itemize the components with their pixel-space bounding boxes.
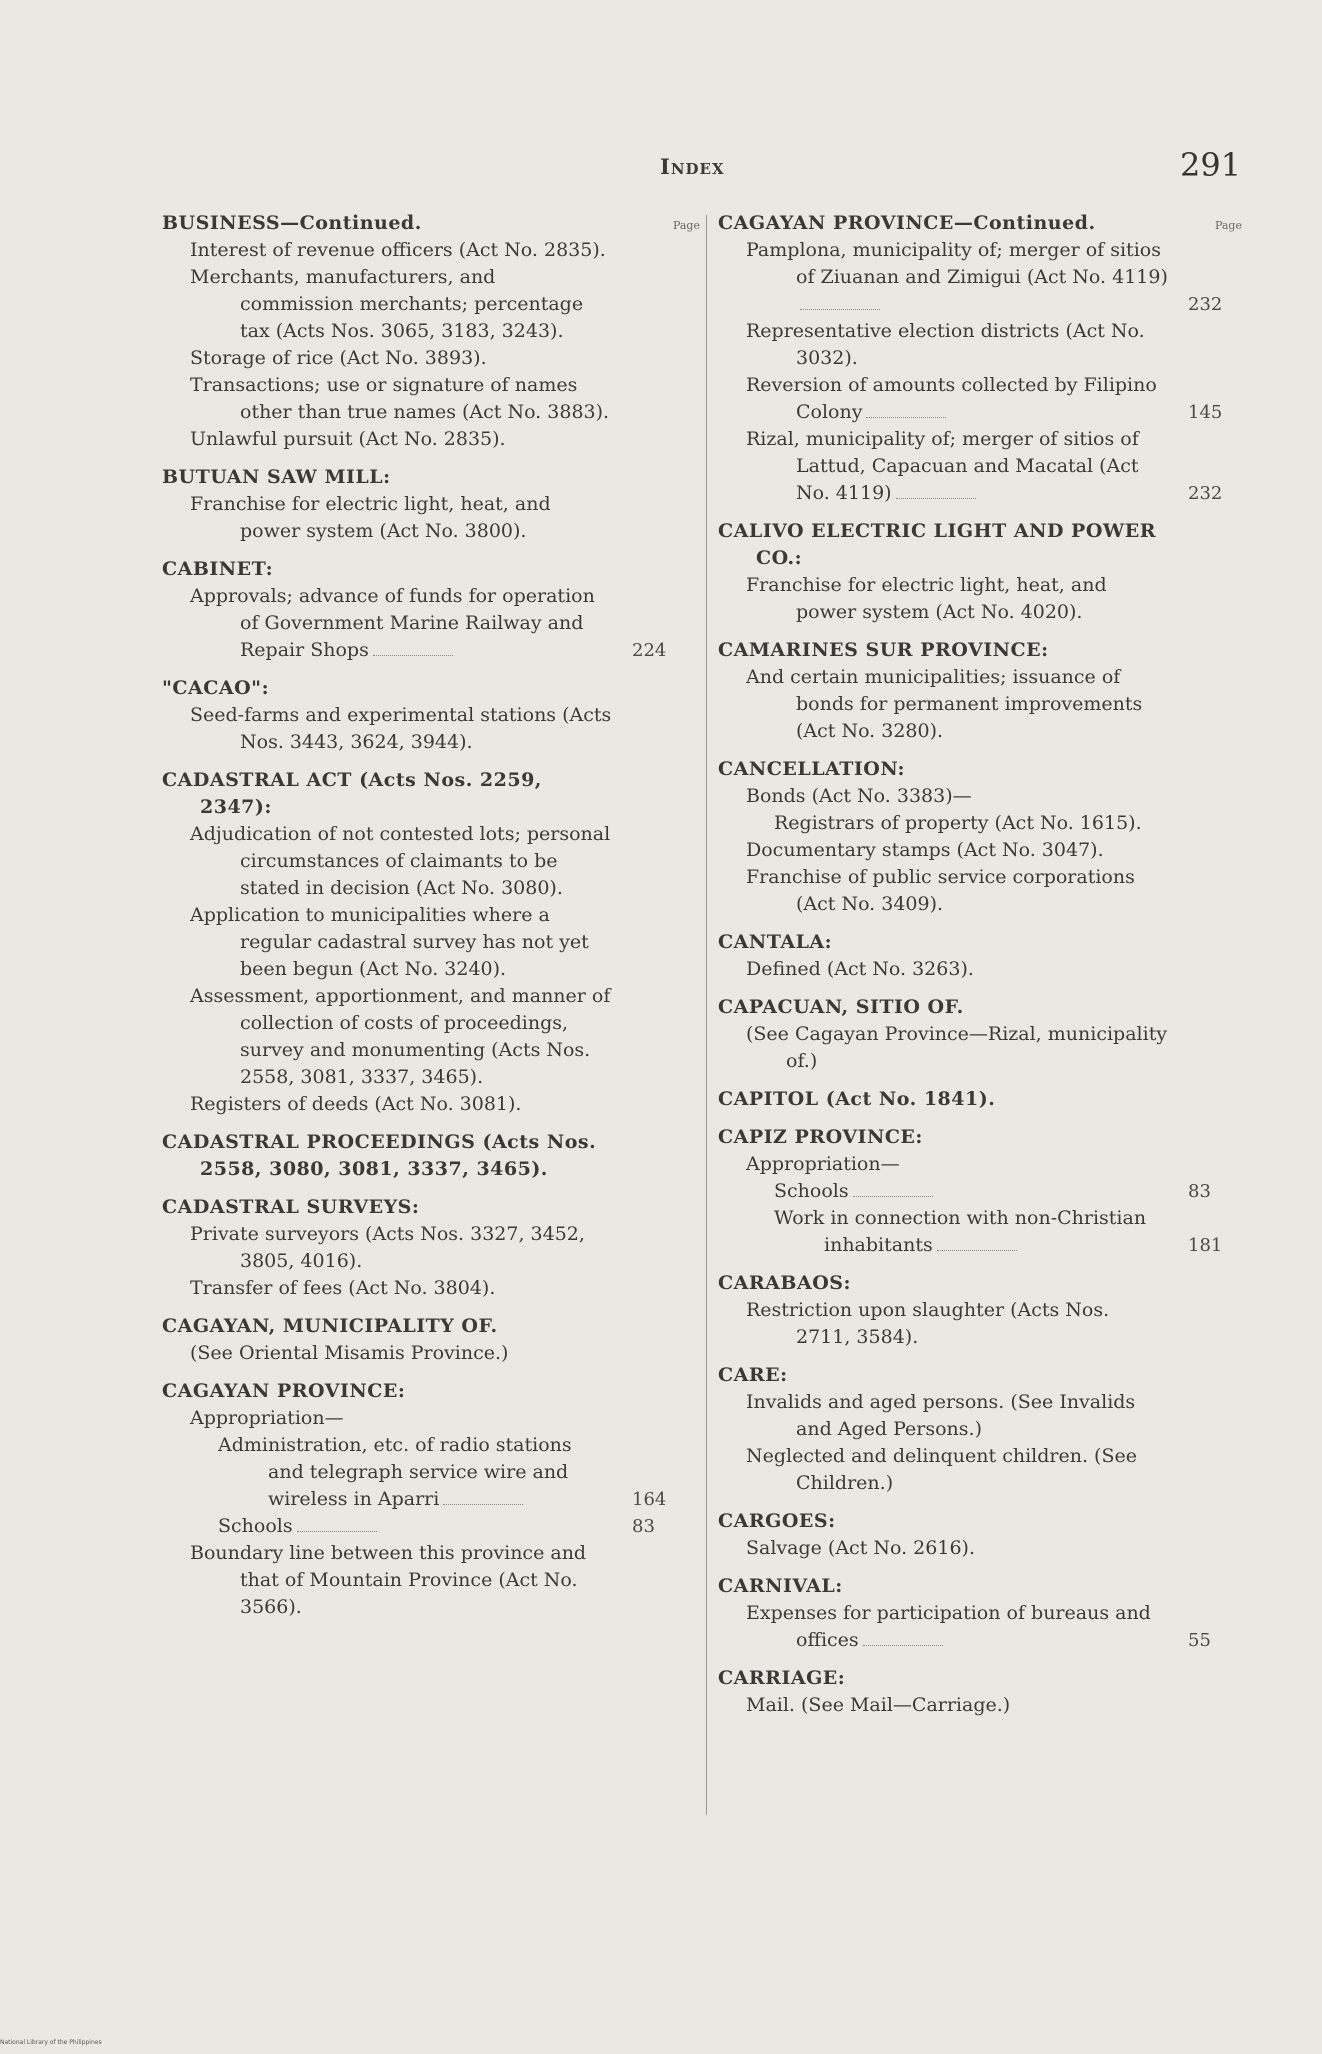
sub-entry-text: Registers of deeds (Act No. 3081).	[190, 1093, 522, 1115]
sub-entry-text: Pamplona, municipality of; merger of sitios of Ziuanan and Zimigui (Act No. 4119)	[746, 239, 1168, 288]
left-column	[162, 200, 700, 1632]
sub-entry-text: Expenses for participation of bureaus and offices	[746, 1602, 1151, 1651]
sub-entry	[190, 1275, 682, 1302]
entry-heading: CALIVO ELECTRIC LIGHT AND POWER CO.:	[718, 520, 1157, 569]
sub-entry	[746, 572, 1238, 626]
sub-entry-text: Application to municipalities where a regular cadastral survey has not yet been begun (Act No. 3240).	[190, 904, 589, 980]
sub-entry	[746, 1443, 1238, 1497]
entry-heading: CAPACUAN, SITIO OF.	[718, 996, 964, 1018]
index-entry	[162, 767, 682, 1118]
index-entry	[718, 637, 1238, 745]
index-entry	[718, 994, 1238, 1075]
sub-entry	[746, 1692, 1238, 1719]
entry-heading: CANTALA:	[718, 931, 833, 953]
sub-entry-text: Representative election districts (Act No. 3032).	[746, 320, 1145, 369]
sub-entry-text: Rizal, municipality of; merger of sitios of Lattud, Capacuan and Macatal (Act No. 4119)	[746, 428, 1139, 504]
dot-leader	[896, 484, 976, 499]
sub-entry-text: Appropriation—	[190, 1407, 344, 1429]
sub-entry-text: Transfer of fees (Act No. 3804).	[190, 1277, 496, 1299]
sub-entry	[190, 821, 682, 902]
sub-entry-text: Salvage (Act No. 2616).	[746, 1537, 975, 1559]
footer-credit: National Library of the Philippines	[0, 2039, 102, 2046]
dot-leader	[800, 295, 880, 310]
sub-entry-text: And certain municipalities; issuance of bonds for permanent improvements (Act No. 3280).	[746, 666, 1143, 742]
dot-leader	[937, 1236, 1017, 1251]
index-entry	[162, 1129, 682, 1183]
sub-entry	[746, 1535, 1238, 1562]
sub-entry	[774, 810, 1238, 837]
index-entry	[718, 518, 1238, 626]
sub-entry	[746, 956, 1238, 983]
dot-leader	[866, 403, 946, 418]
sub-entry	[746, 1297, 1238, 1351]
sub-entry-text: Bonds (Act No. 3383)—	[746, 785, 972, 807]
index-entry	[718, 929, 1238, 983]
sub-entry-text: Restriction upon slaughter (Acts Nos. 2711, 3584).	[746, 1299, 1110, 1348]
sub-entry-text: Mail. (See Mail—Carriage.)	[746, 1694, 1011, 1716]
sub-entry: Reversion of amounts collected by Filipino Colony 145	[746, 374, 1223, 423]
see-reference: (See Cagayan Province—Rizal, municipality of.)	[746, 1023, 1168, 1072]
sub-entry	[190, 372, 682, 426]
sub-entry: Pamplona, municipality of; merger of sitios of Ziuanan and Zimigui (Act No. 4119) 232	[746, 239, 1223, 315]
right-column	[718, 200, 1242, 1730]
dot-leader	[373, 641, 453, 656]
sub-entry	[746, 783, 1238, 810]
sub-entry-text: Work in connection with non-Christian inhabitants	[774, 1207, 1147, 1256]
index-entry	[718, 1124, 1238, 1259]
entry-heading: CADASTRAL ACT (Acts Nos. 2259, 2347):	[162, 769, 542, 818]
sub-entry	[746, 864, 1238, 918]
sub-entry	[746, 318, 1238, 372]
entry-heading: "CACAO":	[162, 677, 270, 699]
sub-entry	[746, 1151, 1238, 1178]
index-entry	[718, 1508, 1238, 1562]
sub-entry-text: Appropriation—	[746, 1153, 900, 1175]
index-entry	[162, 556, 682, 664]
index-entry	[718, 1665, 1238, 1719]
index-entry	[718, 210, 1238, 507]
entry-heading: CARE:	[718, 1364, 788, 1386]
dot-leader	[863, 1631, 943, 1646]
see-reference: (See Oriental Misamis Province.)	[190, 1342, 509, 1364]
sub-entry	[190, 702, 682, 756]
sub-entry-text: Adjudication of not contested lots; personal circumstances of claimants to be stated in decision (Act No. 3080).	[190, 823, 611, 899]
sub-entry	[746, 664, 1238, 745]
sub-entry: Rizal, municipality of; merger of sitios of Lattud, Capacuan and Macatal (Act No. 4119) 232	[746, 428, 1223, 504]
sub-entry-text: Interest of revenue officers (Act No. 2835).	[190, 239, 606, 261]
sub-entry-text: Private surveyors (Acts Nos. 3327, 3452, 3805, 4016).	[190, 1223, 585, 1272]
index-entry	[162, 464, 682, 545]
entry-heading: CAPIZ PROVINCE:	[718, 1126, 923, 1148]
sub-entry-text: Documentary stamps (Act No. 3047).	[746, 839, 1104, 861]
entry-heading: CAMARINES SUR PROVINCE:	[718, 639, 1049, 661]
sub-entry-text: Boundary line between this province and that of Mountain Province (Act No. 3566).	[190, 1542, 587, 1618]
sub-entry-text: Transactions; use or signature of names other than true names (Act No. 3883).	[190, 374, 610, 423]
sub-entry-text: Registrars of property (Act No. 1615).	[774, 812, 1142, 834]
index-entry	[162, 1378, 682, 1621]
dot-leader	[443, 1490, 523, 1505]
sub-entry	[190, 1405, 682, 1432]
page-number: 291	[1180, 146, 1242, 184]
entry-heading: CARNIVAL:	[718, 1575, 843, 1597]
sub-entry: Schools 83	[774, 1180, 1211, 1202]
sub-entry	[190, 1540, 682, 1621]
sub-entry-text: Franchise for electric light, heat, and power system (Act No. 4020).	[746, 574, 1107, 623]
index-entry	[162, 210, 682, 453]
entry-heading: BUTUAN SAW MILL:	[162, 466, 391, 488]
sub-entry	[190, 1221, 682, 1275]
index-entry	[718, 1362, 1238, 1497]
sub-entry-text: Merchants, manufacturers, and commission merchants; percentage tax (Acts Nos. 3065, 3183, 3243).	[190, 266, 584, 342]
page-column-label: Page	[672, 219, 700, 232]
index-entry	[718, 756, 1238, 918]
sub-entry-text: Neglected and delinquent children. (See Children.)	[746, 1445, 1137, 1494]
sub-entry	[190, 1091, 682, 1118]
sub-entry-text: Defined (Act No. 3263).	[746, 958, 974, 980]
entry-heading: CAGAYAN PROVINCE—Continued.	[718, 212, 1096, 234]
entry-heading: CABINET:	[162, 558, 274, 580]
sub-entry-text: Franchise for electric light, heat, and power system (Act No. 3800).	[190, 493, 551, 542]
page-header	[0, 146, 1322, 190]
column-divider	[706, 215, 707, 1815]
entry-heading: CADASTRAL SURVEYS:	[162, 1196, 420, 1218]
sub-entry-text: Seed-farms and experimental stations (Acts Nos. 3443, 3624, 3944).	[190, 704, 612, 753]
sub-entry	[190, 902, 682, 983]
sub-entry	[190, 237, 682, 264]
running-title: Index	[660, 154, 725, 179]
sub-entry-text: Unlawful pursuit (Act No. 2835).	[190, 428, 506, 450]
entry-heading: CADASTRAL PROCEEDINGS (Acts Nos. 2558, 3080, 3081, 3337, 3465).	[162, 1131, 597, 1180]
sub-entry-text: Administration, etc. of radio stations and telegraph service wire and wireless in Aparri	[218, 1434, 572, 1510]
index-entry	[162, 1313, 682, 1367]
sub-entry-text: Assessment, apportionment, and manner of collection of costs of proceedings, survey and monumenting (Acts Nos. 2558, 3081, 3337, 3465).	[190, 985, 611, 1088]
index-entry	[162, 675, 682, 756]
entry-heading: CARABAOS:	[718, 1272, 851, 1294]
sub-entry	[746, 837, 1238, 864]
sub-entry-text: Schools	[218, 1515, 293, 1537]
entry-heading: CARRIAGE:	[718, 1667, 846, 1689]
index-entry	[162, 1194, 682, 1302]
index-entry	[718, 1270, 1238, 1351]
sub-entry-text: Storage of rice (Act No. 3893).	[190, 347, 487, 369]
sub-entry: Expenses for participation of bureaus and offices 55	[746, 1602, 1211, 1651]
sub-entry	[190, 426, 682, 453]
entry-heading: CARGOES:	[718, 1510, 836, 1532]
page-column-label: Page	[1214, 219, 1242, 232]
sub-entry: Schools 83	[218, 1515, 655, 1537]
sub-entry-text: Franchise of public service corporations (Act No. 3409).	[746, 866, 1135, 915]
sub-entry-text: Schools	[774, 1180, 849, 1202]
entry-heading: CAPITOL (Act No. 1841).	[718, 1088, 996, 1110]
index-entry	[718, 1573, 1238, 1654]
entry-heading: CAGAYAN PROVINCE:	[162, 1380, 406, 1402]
sub-entry	[190, 983, 682, 1091]
sub-entry-text: Invalids and aged persons. (See Invalids and Aged Persons.)	[746, 1391, 1136, 1440]
sub-entry: Work in connection with non-Christian inhabitants 181	[774, 1207, 1223, 1256]
sub-entry: Administration, etc. of radio stations and telegraph service wire and wireless in Aparri 164	[218, 1434, 667, 1510]
entry-heading: CANCELLATION:	[718, 758, 906, 780]
sub-entry	[190, 264, 682, 345]
index-entry	[718, 1086, 1238, 1113]
sub-entry-text: Approvals; advance of funds for operation of Government Marine Railway and Repair Shops	[190, 585, 595, 661]
sub-entry	[190, 345, 682, 372]
entry-heading: BUSINESS—Continued.	[162, 212, 422, 234]
sub-entry-text: Reversion of amounts collected by Filipino Colony	[746, 374, 1157, 423]
sub-entry	[190, 491, 682, 545]
sub-entry: Approvals; advance of funds for operation of Government Marine Railway and Repair Shops 224	[190, 585, 667, 661]
entry-heading: CAGAYAN, MUNICIPALITY OF.	[162, 1315, 498, 1337]
sub-entry	[746, 1389, 1238, 1443]
dot-leader	[297, 1517, 377, 1532]
dot-leader	[853, 1182, 933, 1197]
